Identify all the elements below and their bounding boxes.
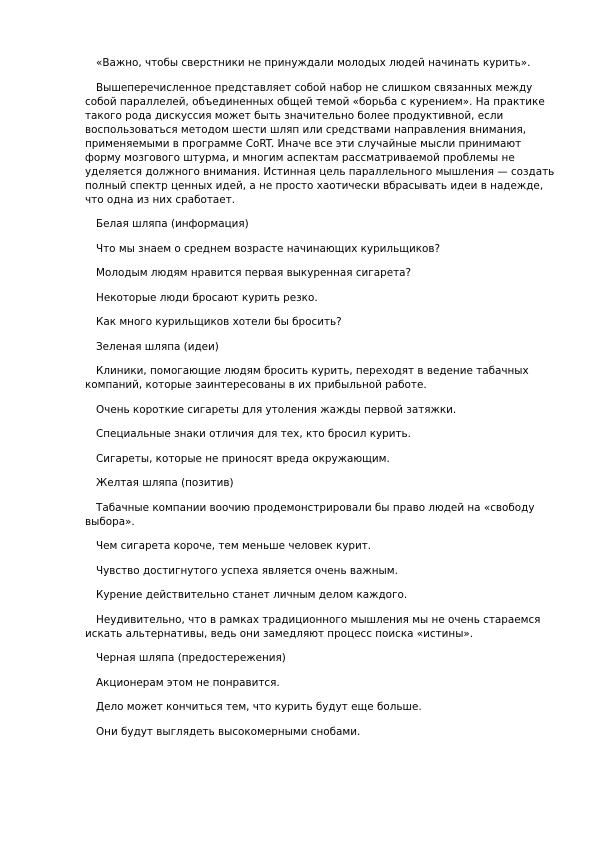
- paragraph-yellow-3: Чувство достигнутого успеха является очень важным.: [96, 564, 398, 577]
- paragraph-quote: «Важно, чтобы сверстники не принуждали молодых людей начинать курить».: [96, 57, 531, 69]
- paragraph-intro: Вышеперечисленное представляет собой набор не слишком связанных между собой параллелей, объединенных общей темой «борьба с курением». На практике такого рода дискуссия может быть значительно более продуктивной, если воспользоваться методом шести шляп или средствами направления внимания, применяемыми в программе CoRT. Иначе все эти случайные мысли принимают форму мозгового штурма, и многим аспектам рассматриваемой проблемы не уделяется должного внимания. Истинная цель параллельного мышления — создать полный спектр ценных идей, а не просто хаотически вбрасывать идеи в надежде, что одна из них сработает.: [85, 81, 555, 206]
- paragraph-yellow-4: Курение действительно станет личным делом каждого.: [96, 589, 408, 601]
- heading-white-hat: Белая шляпа (информация): [96, 218, 249, 230]
- paragraph-green-2: Очень короткие сигареты для утоления жажды первой затяжки.: [96, 403, 457, 416]
- document-body: [85, 56, 555, 749]
- paragraph-white-3: Некоторые люди бросают курить резко.: [96, 291, 318, 304]
- paragraph-traditional-thinking: Неудивительно, что в рамках традиционного мышления мы не очень стараемся искать альтернативы, ведь они замедляют процесс поиска «истины».: [85, 613, 541, 640]
- paragraph-green-1: Клиники, помогающие людям бросить курить, переходят в ведение табачных компаний, которые заинтересованы в их прибыльной работе.: [85, 365, 529, 391]
- heading-black-hat: Черная шляпа (предостережения): [96, 652, 286, 664]
- paragraph-yellow-1: Табачные компании воочию продемонстрировали бы право людей на «свободу выбора».: [85, 501, 535, 528]
- paragraph-black-3: Они будут выглядеть высокомерными снобами.: [96, 725, 361, 738]
- paragraph-green-3: Специальные знаки отличия для тех, кто бросил курить.: [96, 428, 411, 440]
- paragraph-green-4: Сигареты, которые не приносят вреда окружающим.: [96, 452, 390, 465]
- paragraph-white-2: Молодым людям нравится первая выкуренная сигарета?: [96, 267, 412, 279]
- paragraph-yellow-2: Чем сигарета короче, тем меньше человек курит.: [96, 540, 372, 552]
- heading-green-hat: Зеленая шляпа (идеи): [96, 340, 219, 353]
- paragraph-white-1: Что мы знаем о среднем возрасте начинающих курильщиков?: [96, 242, 441, 255]
- heading-yellow-hat: Желтая шляпа (позитив): [96, 477, 234, 489]
- paragraph-black-2: Дело может кончиться тем, что курить будут еще больше.: [96, 701, 422, 713]
- paragraph-white-4: Как много курильщиков хотели бы бросить?: [96, 316, 342, 328]
- paragraph-black-1: Акционерам этом не понравится.: [96, 676, 280, 689]
